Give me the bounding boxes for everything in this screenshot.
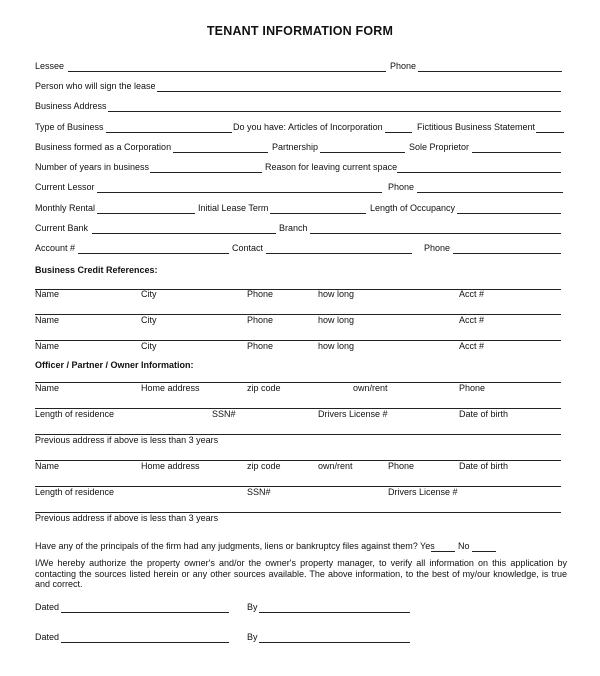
type-of-business-label: Type of Business (35, 122, 104, 132)
officer-date-of-birth: Date of birth (459, 461, 509, 471)
branch-label: Branch (279, 223, 308, 233)
sole-proprietor-line[interactable] (472, 152, 561, 153)
credit-ref-phone: Phone (247, 341, 274, 351)
initial-lease-term-label: Initial Lease Term (198, 203, 269, 213)
officer-phone: Phone (388, 461, 415, 471)
officer-phone: Phone (459, 383, 486, 393)
form-title: TENANT INFORMATION FORM (206, 24, 394, 38)
officer-home-address: Home address (141, 461, 200, 471)
lease-term-line[interactable] (270, 213, 366, 214)
reason-leaving-label: Reason for leaving current space (265, 162, 398, 172)
officer-name: Name (35, 461, 60, 471)
sole-proprietor-label: Sole Proprietor (409, 142, 470, 152)
current-bank-line[interactable] (92, 233, 276, 234)
current-lessor-label: Current Lessor (35, 182, 95, 192)
credit-ref-acct: Acct # (459, 315, 485, 325)
credit-ref-city: City (141, 289, 157, 299)
lessor-phone-label: Phone (388, 182, 415, 192)
credit-ref-phone: Phone (247, 289, 274, 299)
by-label: By (247, 602, 258, 612)
officer-info-heading: Officer / Partner / Owner Information: (35, 360, 194, 370)
years-in-business-label: Number of years in business (35, 162, 150, 172)
judgments-no-label: No (458, 541, 470, 551)
officer-zip-code: zip code (247, 383, 281, 393)
do-you-have-label: Do you have: Articles of Incorporation (233, 122, 383, 132)
signer-label: Person who will sign the lease (35, 81, 156, 91)
officer-ssn: SSN# (247, 487, 271, 497)
by-line[interactable] (259, 642, 410, 643)
lessor-phone-line[interactable] (417, 192, 563, 193)
credit-ref-name: Name (35, 289, 60, 299)
officer-name: Name (35, 383, 60, 393)
officer-drivers-license: Drivers License # (318, 409, 388, 419)
fictitious-label: Fictitious Business Statement (417, 122, 536, 132)
dated-label: Dated (35, 632, 60, 642)
dated-line[interactable] (61, 612, 229, 613)
account-label: Account # (35, 243, 76, 253)
dated-line[interactable] (61, 642, 229, 643)
corporation-line[interactable] (173, 152, 268, 153)
credit-ref-city: City (141, 315, 157, 325)
credit-ref-acct: Acct # (459, 341, 485, 351)
business-address-label: Business Address (35, 101, 107, 111)
officer-previous-address: Previous address if above is less than 3 years (35, 435, 219, 445)
officer-own-rent: own/rent (318, 461, 353, 471)
lessee-line[interactable] (68, 71, 386, 72)
account-line[interactable] (78, 253, 229, 254)
contact-label: Contact (232, 243, 264, 253)
officer-previous-address: Previous address if above is less than 3 years (35, 513, 219, 523)
dated-label: Dated (35, 602, 60, 612)
articles-line[interactable] (385, 132, 412, 133)
by-label: By (247, 632, 258, 642)
officer-home-address: Home address (141, 383, 200, 393)
partnership-label: Partnership (272, 142, 319, 152)
credit-ref-phone: Phone (247, 315, 274, 325)
monthly-rental-label: Monthly Rental (35, 203, 96, 213)
judgments-no-line[interactable] (472, 551, 496, 552)
credit-ref-name: Name (35, 315, 60, 325)
officer-date-of-birth: Date of birth (459, 409, 509, 419)
years-line[interactable] (150, 172, 262, 173)
credit-ref-how-long: how long (318, 289, 355, 299)
officer-zip-code: zip code (247, 461, 281, 471)
credit-ref-acct: Acct # (459, 289, 485, 299)
officer-ssn: SSN# (212, 409, 236, 419)
type-of-business-line[interactable] (106, 132, 232, 133)
credit-references-heading: Business Credit References: (35, 265, 158, 275)
authorization-text: I/We hereby authorize the property owner's and/or the owner's property manager, to verify all information on this application by contacting the sources listed herein or any other sources available. The above information, to the best of my/our knowledge, is true and correct. (35, 558, 567, 589)
lessee-label: Lessee (35, 61, 65, 71)
partnership-line[interactable] (320, 152, 405, 153)
business-address-line[interactable] (108, 111, 561, 112)
credit-ref-city: City (141, 341, 157, 351)
branch-line[interactable] (310, 233, 561, 234)
contact-phone-line[interactable] (453, 253, 561, 254)
contact-phone-label: Phone (424, 243, 451, 253)
officer-drivers-license: Drivers License # (388, 487, 458, 497)
by-line[interactable] (259, 612, 410, 613)
reason-line[interactable] (397, 172, 561, 173)
officer-length-of-residence: Length of residence (35, 409, 115, 419)
current-bank-label: Current Bank (35, 223, 89, 233)
officer-own-rent: own/rent (353, 383, 388, 393)
credit-ref-name: Name (35, 341, 60, 351)
judgments-yes-line[interactable] (431, 551, 455, 552)
length-of-occupancy-label: Length of Occupancy (370, 203, 456, 213)
credit-ref-how-long: how long (318, 315, 355, 325)
fictitious-line[interactable] (536, 132, 564, 133)
formed-as-corp-label: Business formed as a Corporation (35, 142, 172, 152)
judgments-question: Have any of the principals of the firm had any judgments, liens or bankruptcy files against them? Yes (35, 541, 435, 551)
phone-line[interactable] (418, 71, 562, 72)
contact-line[interactable] (266, 253, 412, 254)
officer-length-of-residence: Length of residence (35, 487, 115, 497)
phone-label: Phone (390, 61, 417, 71)
occupancy-line[interactable] (457, 213, 561, 214)
monthly-rental-line[interactable] (97, 213, 195, 214)
credit-ref-how-long: how long (318, 341, 355, 351)
signer-line[interactable] (157, 91, 561, 92)
current-lessor-line[interactable] (97, 192, 382, 193)
